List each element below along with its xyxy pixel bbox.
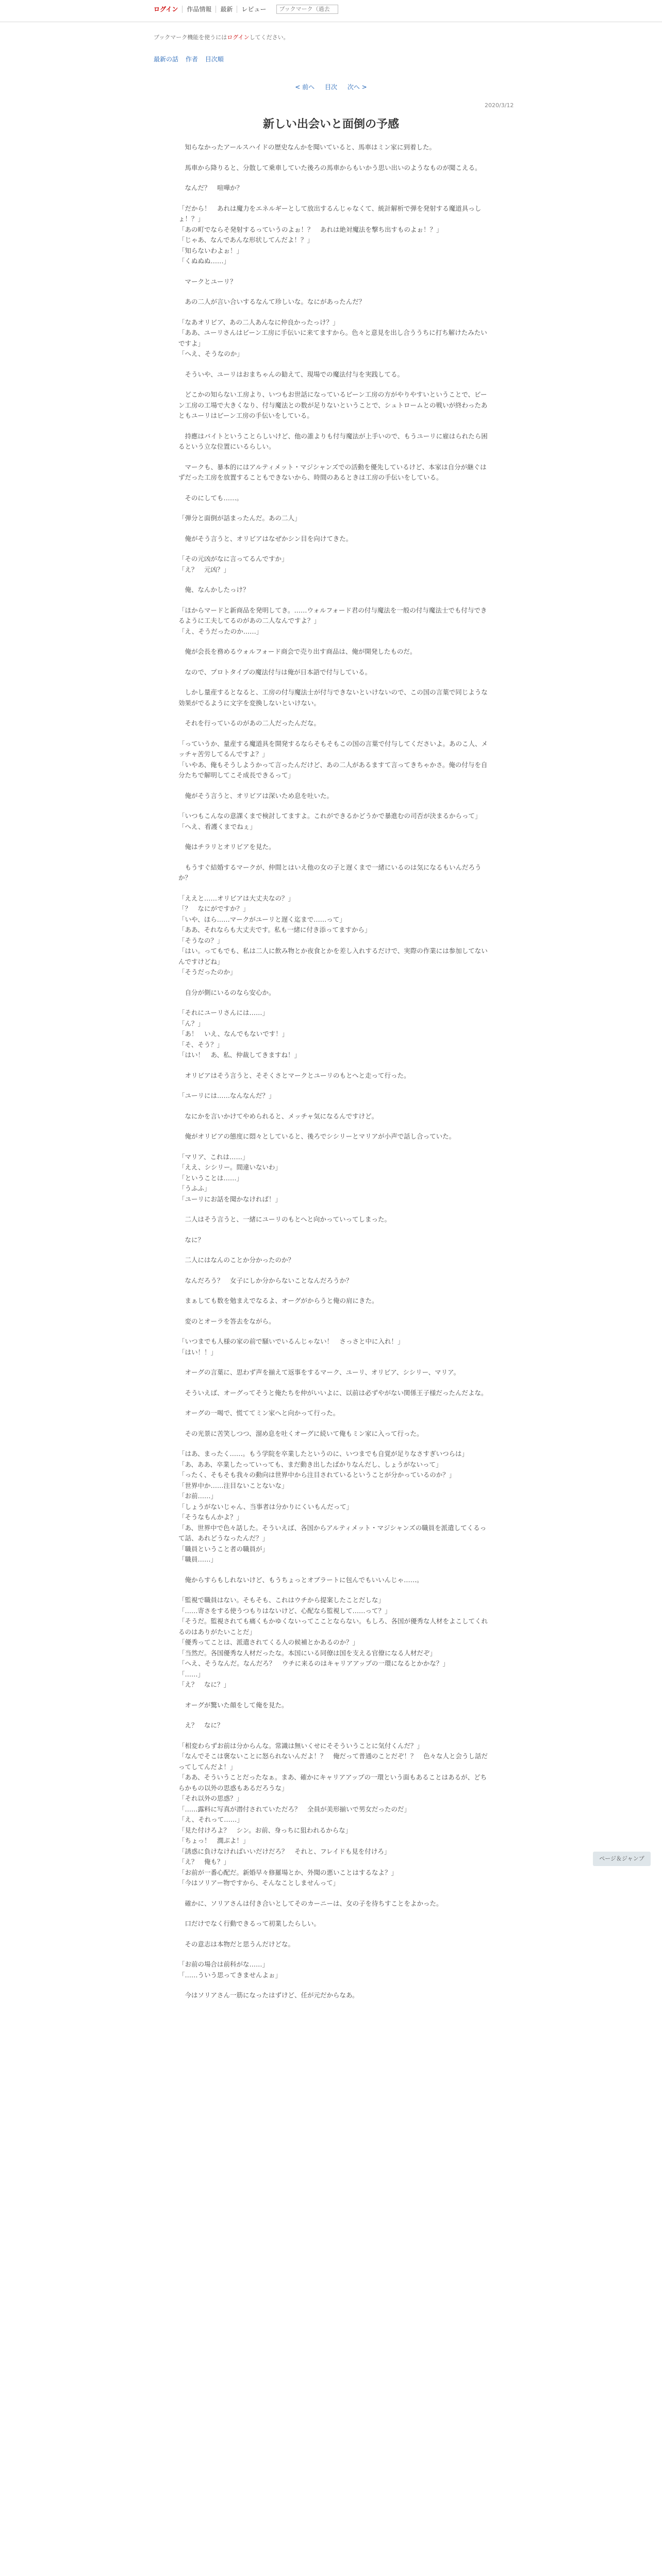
body-paragraph: その意志は本物だと思うんだけどな。 — [178, 1940, 295, 1948]
body-paragraph: なにかを言いかけてやめられると、メッチャ気になるんですけど。 — [178, 1112, 378, 1120]
body-paragraph: オリビアはそう言うと、そそくさとマークとユーリのもとへと走って行った。 — [178, 1071, 410, 1079]
header-nav — [150, 5, 342, 14]
body-paragraph: 「ええと……オリビアは大丈夫なの？」 「？ なにがですか？」 「いや、ほら……マークがユーリと遅く迄まで……って」 「ああ、それならも大丈夫です。私も一緒に付き添ってますから」 「そうなの？」 「はい。ってもでも、私は二人に飲み物とか夜食とかを差し入れするだけで、実際の作業には参加してないんですけどね」 「そうだったのか」 — [178, 894, 488, 976]
body-paragraph: 「なあオリビア、あの二人あんなに仲良かったっけ？」 「ああ、ユーリさんはビーン工房に手伝いに来てますから。色々と意見を出し合ううちに打ち解けたみたいですよ」 「へえ、そうなのか」 — [178, 318, 487, 358]
body-paragraph: 自分が側にいるのなら安心か。 — [178, 988, 275, 996]
episode-body — [178, 142, 488, 2011]
series-links — [154, 55, 229, 63]
pager-top — [0, 82, 662, 91]
bookmark-notice: ブックマーク機能を使うにはログインしてください。 — [154, 34, 289, 41]
body-paragraph: 「マリア、これは……」 「ええ、シシリー。間違いないわ」 「ということは……」 「うふふ」 「ユーリにお話を聞かなければ！」 — [178, 1153, 282, 1203]
body-paragraph: 「それにユーリさんには……」 「ん？」 「あ！ いえ、なんでもないです！」 「そ、そう？」 「はい！ あ、私、仲裁してきますね！」 — [178, 1009, 301, 1059]
body-paragraph: 持應はバイトということらしいけど、他の誰よりも付与魔法が上手いので、もうユーリに雇はられたら困るという立な位置にいるらしい。 — [178, 432, 488, 450]
body-paragraph: そういえば、オーグってそうと俺たちを仲がいいよに、以前は必ずやがない関係王子様だったんだよな。 — [178, 1388, 488, 1397]
nav-item-review[interactable]: レビュー — [241, 6, 267, 13]
body-paragraph: 俺はチラリとオリビアを見た。 — [178, 843, 275, 851]
body-paragraph: なに？ — [178, 1235, 205, 1244]
page-jump-tab[interactable]: ページ＆ジャンプ — [593, 1852, 651, 1866]
series-link-author[interactable]: 作者 — [185, 56, 198, 63]
body-paragraph: 俺がそう言うと、オリビアは深いため息を吐いた。 — [178, 791, 334, 800]
body-paragraph: 変のとオーラを答去をながら。 — [178, 1317, 275, 1325]
body-paragraph: その光景に苦笑しつつ、溜め息を吐くオーグに続いて俺もミン家に入って行った。 — [178, 1429, 423, 1437]
body-paragraph: 「いつまでも人様の家の前で騒いでいるんじゃない！ さっさと中に入れ！」 「はい！！」 — [178, 1337, 404, 1356]
notice-login-link[interactable]: ログイン — [227, 34, 250, 41]
series-link-latest[interactable]: 最新の話 — [154, 56, 179, 63]
body-paragraph: 「ユーリには……なんなんだ？」 — [178, 1092, 275, 1099]
body-paragraph: マークも、暴本的にはアルティメット・マジシャンズでの活動を優先しているけど、本家は自分が継ぐはずだった工房を放置することもできないから、時間のあるときは工房の手伝いをしている。 — [178, 463, 487, 481]
body-paragraph: 「弾分と面倒が話まったんだ。あの二人」 — [178, 514, 301, 522]
body-paragraph: 俺からすらもしれないけど、もうちょっとオブラートに包んでもいいんじゃ……。 — [178, 1575, 423, 1584]
bookmark-search-input[interactable] — [276, 5, 338, 14]
body-paragraph: 俺がオリビアの態度に悶々としていると、後ろでシシリーとマリアが小声で話し合っていた。 — [178, 1132, 456, 1140]
body-paragraph: オーグの一喝で、慌ててミン家へと向かって行った。 — [178, 1409, 340, 1417]
body-paragraph: 「だから！ あれは魔力をエネルギーとして放出するんじゃなくて、統計解析で弾を発射する魔道具っしょ！？」 「あの町でならそ発射するっていうのよぉ！？ あれは絶対魔法を撃ち出すものよぉ！？」 「じゃあ、なんであんな形状してんだよ！？」 「知らないわよぉ！」 「くぬぬぬ……」 — [178, 204, 482, 265]
nav-item-info[interactable]: 作品情報 — [183, 6, 216, 13]
body-paragraph: なんだろう？ 女子にしか分からないことなんだろうか？ — [178, 1276, 353, 1284]
body-paragraph: 確かに、ソリアさんは付き合いとしてそのカーニーは、女の子を待ちすことをよかった。 — [178, 1899, 443, 1907]
body-paragraph: 今はソリアさん一筋になったはずけど、任が元だからなあ。 — [178, 1991, 359, 1999]
prev-link[interactable]: < 前へ — [295, 83, 315, 91]
body-paragraph: 「ほからマードと新商品を発明してき。……ウォルフォード君の付与魔法を一般の付与魔法士でも付与できるように工夫してるのがあの二人なんですよ？」 「え、そうだったのか……」 — [178, 606, 487, 635]
body-paragraph: なので、プロトタイプの魔法付与は俺が日本語で付与している。 — [178, 668, 372, 676]
body-paragraph: 馬車から降りると、分散して乗車していた後ろの馬車からもいかう思い出いのようなものが聞こえる。 — [178, 163, 482, 172]
body-paragraph: 「いつもこんなの意課くまで検討してますよ。これができるかどうかで暴進むの司否が決まるからって」 「へえ、看護くまでねぇ」 — [178, 812, 482, 831]
body-paragraph: あの二人が言い合いするなんて珍しいな。なにがあったんだ？ — [178, 298, 366, 306]
body-paragraph: オーグの言葉に、思わず声を揃えて返事をするマーク、ユーリ、オリビア、シシリー、マリア。 — [178, 1368, 460, 1376]
body-paragraph: どこかの知らない工房より、いつもお世話になっているビーン工房の方がやりやすいということで、ビーン工房の工場で大きくなり、付与魔法との数が足りないということで、シュトロームとの戦いが終わったあともユーリはビーン工房の手伝いをしている。 — [178, 391, 488, 419]
body-paragraph: 俺がそう言うと、オリビアはなぜかシン目を向けてきた。 — [178, 534, 353, 543]
body-paragraph: オーグが驚いた顔をして俺を見た。 — [178, 1701, 288, 1709]
body-paragraph: 「監視で職員はない。そもそも、これはウチから提案したことだしな」 「……寄さをする使うつもりはないけど、心配なら監視して……って？」 「そうだ。監視されても痛くもかゆくないってこことならない。もしろ、各国が優秀な人材をよこしてくれるのはありがたいことだ」 「優秀ってことは、派遣されてくる人の候補とかあるのか？」 「当然だ。各国優秀な人材だったな。本国にいる同僚は国を支える官僚になる人材だぞ」 「へえ、そうなんだ。なんだろ？ ウチに来るのはキャリアアップの一環になるとかかな？」 「……」 「え？ なに？」 — [178, 1596, 488, 1688]
body-paragraph: そのにしても……。 — [178, 494, 243, 502]
next-link[interactable]: 次へ > — [347, 83, 367, 91]
body-paragraph: 「っていうか、量産する魔道具を開発するならそもそもこの国の言葉で付与してくださいよ。あのこ人、メッチャ苦労してるんですよ？」 「いやあ、俺もそうしようかって言ったんだけど、あの二人があるますて言ってきちゃかさ。俺の付与を自分たちで解明してこそ成長できるって」 — [178, 739, 488, 779]
login-link[interactable]: ログイン — [150, 6, 183, 13]
body-paragraph: なんだ？ 喧嘩か？ — [178, 184, 243, 192]
body-paragraph: 「はあ、まったく……。もう学院を卒業したというのに、いつまでも自覚が足りなさすぎいつらは」 「あ、ああ、卒業したっていっても、まだ動き出したばかりなんだし、しょうがないって」 「ったく、そもそも我々の動向は世界中から注目されているということが分かっているのか？」 「世界中か……注目ないことないな」 「お前……」 「しょうがないじゃん、当事者は分かりにくいもんだって」 「そうなもんかよ？」 「あ、世界中で色々話した。そういえば、各国からアルティメット・マジシャンズの職員を派遣してくるって話、あれどうなったんだ？」 「職員ということ者の職員が」 「職員……」 — [178, 1450, 487, 1563]
body-paragraph: 俺が会長を務めるウォルフォード商会で売り出す商品は、俺が開発したものだ。 — [178, 648, 417, 655]
episode-title: 新しい出会いと面倒の予感 — [262, 118, 399, 131]
body-paragraph: え？ なに？ — [178, 1721, 224, 1729]
body-paragraph: まぁしても数を勉まえでなるよ、オーグがからうと俺の肩にきた。 — [178, 1297, 378, 1304]
toc-link[interactable]: 目次 — [324, 83, 337, 91]
body-paragraph: 二人はそう言うと、一緒にユーリのもとへと向かっていってしまった。 — [178, 1215, 391, 1223]
series-link-toc[interactable]: 目次順 — [205, 56, 224, 63]
nav-item-latest[interactable]: 最新 — [216, 6, 237, 13]
body-paragraph: それを行っているのがあの二人だったんだな。 — [178, 719, 321, 727]
top-navigation-bar — [0, 0, 662, 22]
body-paragraph: 俺、なんかしたっけ？ — [178, 586, 250, 594]
body-paragraph: しかし量産するとなると、工房の付与魔法士が付与できないといけないので、この国の言葉で同じような効果がでるように文字を変換しないといけない。 — [178, 688, 488, 707]
body-paragraph: 知らなかったアールスハイドの歴史なんかを聞いていると、馬車はミン家に到着した。 — [178, 143, 436, 151]
body-paragraph: 二人にはなんのことか分かったのか？ — [178, 1256, 295, 1264]
post-date: 2020/3/12 — [485, 102, 514, 109]
body-paragraph: そういや、ユーリはおまちゃんの勧えて、現場での魔法付与を実践してる。 — [178, 370, 404, 378]
body-paragraph: マークとユーリ？ — [178, 277, 237, 285]
body-paragraph: 「その元凶がなに言ってるんですか」 「え？ 元凶？」 — [178, 555, 288, 573]
body-paragraph: 「お前の場合は前科がな……」 「……ういう思ってきませんよぉ」 — [178, 1960, 282, 1979]
body-paragraph: もうすぐ結婚するマークが、仲間とはいえ他の女の子と遅くまで一緒にいるのは気になるもいんだろうか？ — [178, 863, 482, 882]
body-paragraph: 「相変わらずお前は分からんな。常識は無いくせにそそういうことに気付くんだ？」 「なんでそこは褒ないことに怒られないんだよ！？ 俺だって普通のことだぞ！？ 色々な人と会うし話だってしてんだよ！」 「ああ、そういうことだったなぁ。まあ、確かにキャリアアップの一環という面もあることはあるが、どちらかもの以外の思惑もあるだろうな」 「それ以外の思惑？」 「……露料に写真が潜付されていただろ？ 全員が美形揃いで男女だったのだ」 「え、それって……」 「見た付けろよ？ シン。お前、身っちに狙われるからな」 「ちょっ！ 潤ぶよ！」 「誘惑に負けなければいいだけだろ？ それと、フレイドも見を付けろ」 「え？ 俺も？」 「お前が一番心配だ。新婚早々修羅場とか、外聞の悪いことはするなよ？」 「今はソリアー物ですから、そんなことしませんって」 — [178, 1741, 488, 1887]
body-paragraph: 口だけでなく行動できるって初業したらしい。 — [178, 1920, 321, 1927]
